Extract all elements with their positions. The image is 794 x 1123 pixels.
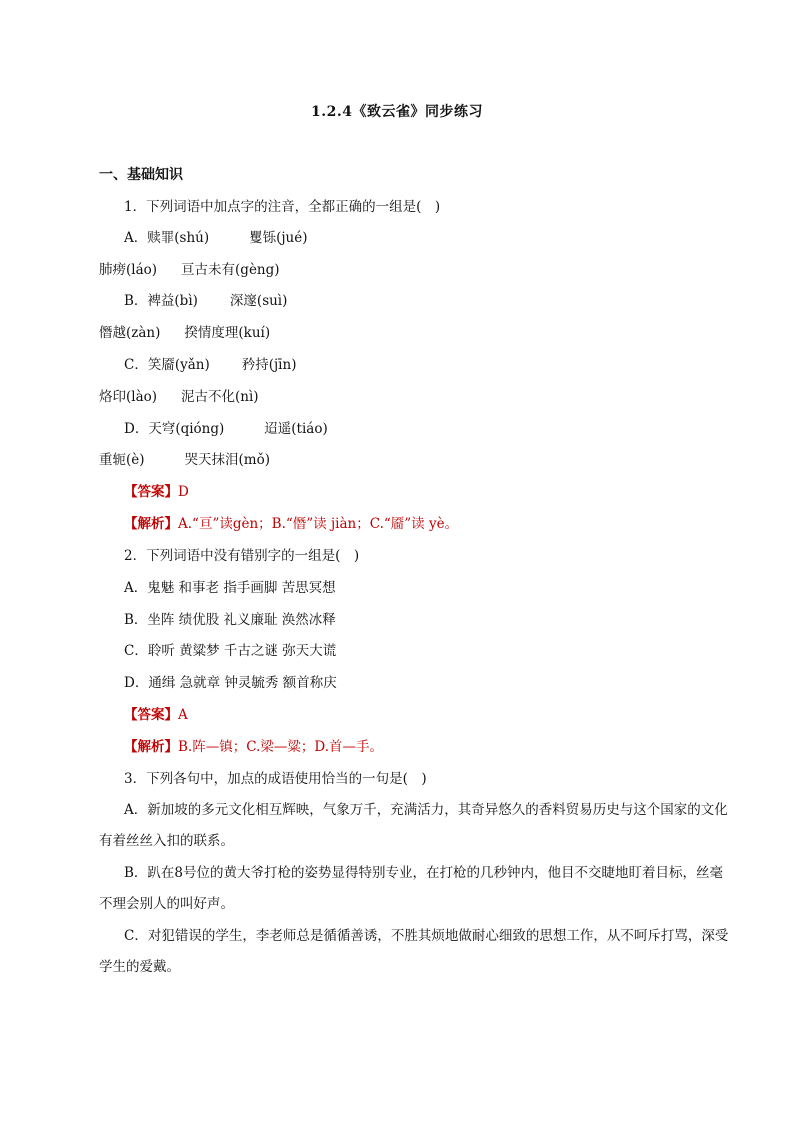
question-1-stem: 1．下列词语中加点字的注音，全都正确的一组是( ) — [124, 199, 441, 215]
q1-b-word3: 僭越(zàn) — [99, 325, 161, 341]
q3-option-a: A．新加坡的多元文化相互辉映，气象万千，充满活力，其奇异悠久的香料贸易历史与这个国家的文化有着丝丝入扣的联系。 — [99, 802, 728, 849]
analysis-tag: 【解析】 — [124, 516, 178, 532]
q1-d-word1: D．天穹(qióng) — [124, 421, 225, 437]
q1-c-word1: C．笑靥(yǎn) — [124, 357, 210, 373]
q1-option-d-line1 — [124, 420, 754, 438]
q1-d-word3: 重轭(è) — [99, 452, 145, 468]
q2-option-b: B．坐阵 绩优股 礼义廉耻 涣然冰释 — [124, 612, 336, 628]
q1-b-word1: B．裨益(bì) — [124, 293, 198, 309]
q1-d-word2: 迢遥(tiáo) — [264, 421, 328, 437]
q1-option-d-line2 — [99, 451, 729, 469]
answer-value: A — [178, 707, 188, 723]
q1-analysis — [124, 515, 754, 533]
q2-option-d: D．通缉 急就章 钟灵毓秀 额首称庆 — [124, 675, 337, 691]
q1-option-a-line1 — [124, 229, 754, 247]
question-3-stem: 3．下列各句中，加点的成语使用恰当的一句是( ) — [124, 771, 427, 787]
q2-answer — [124, 706, 754, 724]
q1-a-word4: 亘古未有(gèng) — [181, 262, 280, 278]
analysis-tag: 【解析】 — [124, 739, 178, 755]
q3-option-c: C．对犯错误的学生，李老师总是循循善诱，不胜其烦地做耐心细致的思想工作，从不呵斥打骂，深受学生的爱戴。 — [99, 928, 729, 975]
q1-option-c-line2 — [99, 388, 729, 406]
analysis-text: A.“亘”读gèn；B.“僭”读 jiàn；C.“靥”读 yè。 — [178, 516, 459, 532]
q1-a-word2: 矍铄(jué) — [249, 230, 308, 246]
q1-option-b-line1 — [124, 292, 754, 310]
q1-answer — [124, 483, 754, 501]
answer-value: D — [178, 484, 189, 500]
q1-a-word1: A．赎罪(shú) — [124, 230, 210, 246]
page-title: 1.2.4《致云雀》同步练习 — [311, 104, 483, 120]
q1-option-b-line2 — [99, 324, 729, 342]
answer-tag: 【答案】 — [124, 484, 178, 500]
q2-option-a: A．鬼魅 和事老 指手画脚 苦思冥想 — [124, 580, 336, 596]
q1-a-word3: 肺痨(láo) — [99, 262, 158, 278]
q1-b-word4: 揆情度理(kuí) — [184, 325, 271, 341]
section-heading: 一、基础知识 — [99, 167, 183, 183]
q2-analysis — [124, 738, 754, 756]
q2-option-c: C．聆听 黄粱梦 千古之谜 弥天大谎 — [124, 643, 337, 659]
question-2-stem: 2．下列词语中没有错别字的一组是( ) — [124, 548, 360, 564]
q1-c-word4: 泥古不化(nì) — [181, 389, 259, 405]
q1-c-word2: 矜持(jīn) — [241, 357, 297, 373]
q1-b-word2: 深邃(suì) — [229, 293, 288, 309]
q1-option-a-line2 — [99, 261, 729, 279]
q1-c-word3: 烙印(lào) — [99, 389, 158, 405]
analysis-text: B.阵—镇；C.梁—粱；D.首—手。 — [178, 739, 383, 755]
q3-option-b: B．趴在8号位的黄大爷打枪的姿势显得特别专业，在打枪的几秒钟内，他目不交睫地盯着目标，丝毫不理会别人的叫好声。 — [99, 865, 724, 912]
q1-d-word4: 哭天抹泪(mǒ) — [184, 452, 270, 468]
q1-option-c-line1 — [124, 356, 754, 374]
answer-tag: 【答案】 — [124, 707, 178, 723]
